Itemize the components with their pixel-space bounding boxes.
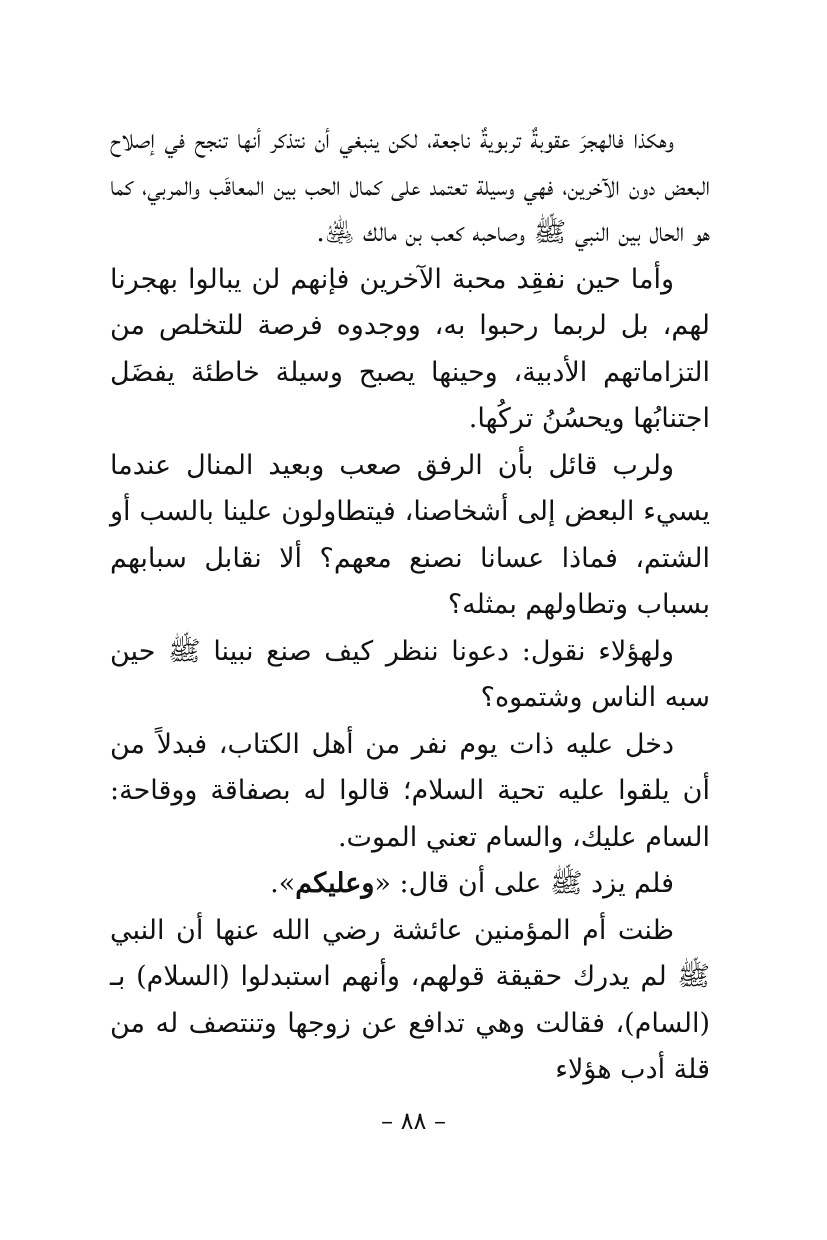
page-number: – ٨٨ – bbox=[380, 1107, 447, 1135]
paragraph-3: ولرب قائل بأن الرفق صعب وبعيد المنال عندما يسيء البعض إلى أشخاصنا، فيتطاولون علينا بالسب أو الشتم، فماذا عسانا نصنع معهم؟ ألا نقابل سبابهم بسباب وتطاولهم بمثله؟ bbox=[110, 449, 710, 620]
quote-close-text: ». bbox=[270, 868, 296, 899]
paragraph-2: وأما حين نفقِد محبة الآخرين فإنهم لن يبالوا بهجرنا لهم، بل لربما رحبوا به، ووجدوه فرصة للتخلص من التزاماتهم الأدبية، وحينها يصبح وسيلة خاطئة يفضَل اجتنابُها ويحسُنُ تركُها. bbox=[110, 263, 710, 434]
paragraph-4: ولهؤلاء نقول: دعونا ننظر كيف صنع نبينا ﷺ حين سبه الناس وشتموه؟ bbox=[110, 635, 710, 713]
paragraph-5: دخل عليه ذات يوم نفر من أهل الكتاب، فبدلاً من أن يلقوا عليه تحية السلام؛ قالوا له بصفاقة ووقاحة: السام عليك، والسام تعني الموت. bbox=[110, 728, 710, 853]
quote-paragraph bbox=[110, 861, 710, 908]
paragraph-1: وهكذا فالهجرَ عقوبةٌ تربويةٌ ناجعة، لكن ينبغي أن نتذكر أنها تنجح في إصلاح البعض دون الآخرين، فهي وسيلة تعتمد على كمال الحب بين المعاقَب والمربي، كما هو الحال بين النبي ﷺ وصاحبه كعب بن مالك ﵁. bbox=[110, 124, 710, 248]
page-body bbox=[110, 117, 710, 1094]
quote-lead-text: فلم يزد ﷺ على أن قال: « bbox=[374, 868, 674, 899]
paragraph-7: ظنت أم المؤمنين عائشة رضي الله عنها أن النبي ﷺ لم يدرك حقيقة قولهم، وأنهم استبدلوا (السلام) بـ (السام)، فقالت وهي تدافع عن زوجها وتنتصف له من قلة أدب هؤلاء bbox=[110, 914, 710, 1085]
quote-text: وعليكم bbox=[295, 868, 375, 899]
